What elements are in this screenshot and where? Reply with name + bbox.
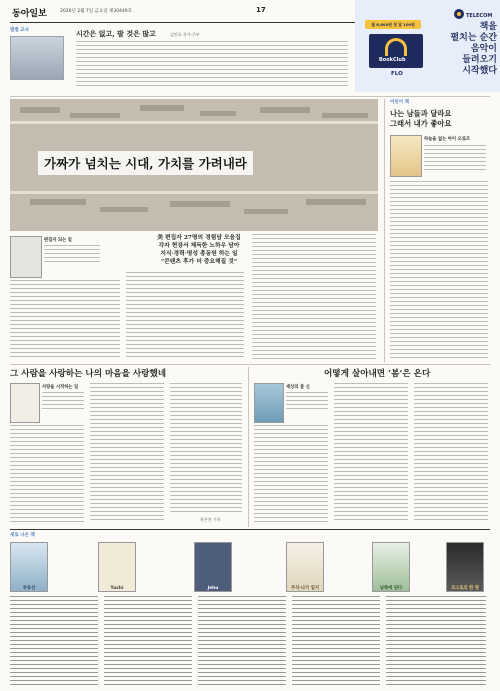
bottom-left-book-cover	[10, 383, 40, 423]
top-column-title: 시간은 없고, 팔 것은 많고	[76, 29, 156, 38]
telecom-logo	[453, 6, 493, 20]
sidebar-divider	[384, 99, 385, 362]
bottom-left-col-1	[10, 425, 84, 523]
ad-line-4: 들려오기	[462, 55, 497, 65]
new-book-cover-2[interactable]	[98, 542, 136, 592]
telecom-logo-icon	[453, 7, 493, 21]
bottom-left-headline: 그 사람을 사랑하는 나의 마음을 사랑했네	[10, 369, 167, 379]
bottom-right-book-title: 세상의 봄 신	[286, 385, 310, 390]
divider-3	[10, 529, 490, 530]
top-column-tag: 별별 교사	[10, 28, 29, 33]
page-number: 17	[256, 6, 266, 14]
bottom-left-col-3	[170, 383, 242, 513]
new-book-title-3: Jehu	[207, 586, 219, 591]
divider-2	[10, 364, 490, 365]
bottom-right-col-2	[334, 383, 408, 523]
bottom-divider	[248, 367, 249, 527]
ad-headline	[435, 22, 497, 77]
divider-1	[10, 96, 490, 97]
sidebar-body	[390, 181, 488, 359]
sidebar-book-cover	[390, 135, 422, 177]
new-books-col-4	[292, 596, 380, 686]
bottom-left-col-2	[90, 383, 164, 523]
new-books-col-2	[104, 596, 192, 686]
sidebar-book-title: 하늘을 없는 아이 오로르	[424, 137, 470, 142]
ad-headphones-icon	[385, 38, 407, 56]
sidebar-title-line-2: 그래서 내가 좋아요	[390, 119, 452, 128]
new-book-title-5: 남쪽에 된다	[379, 586, 403, 591]
bottom-right-article	[254, 367, 490, 527]
ad-service-brand: FLO	[391, 71, 403, 77]
bottom-right-col-3	[414, 383, 488, 523]
feature-body-col-1	[10, 280, 120, 360]
ad-line-1: 책을	[479, 22, 497, 32]
new-book-title-1: 부동산	[22, 586, 36, 591]
book-club-ad[interactable]	[355, 0, 500, 92]
deck-line-3: 지식·경력·명성 총동원 하는 일	[160, 251, 238, 257]
sidebar-tag: 어린이 책	[390, 100, 409, 105]
sidebar-title	[390, 109, 451, 129]
feature-photo	[10, 99, 378, 231]
ad-service-name: BookClub	[379, 57, 406, 63]
top-column-photo	[10, 36, 64, 80]
top-column	[10, 27, 350, 95]
new-book-title-4: 주식·나가 일지	[290, 586, 320, 591]
new-book-cover-3[interactable]	[194, 542, 232, 592]
telecom-text: TELECOM	[466, 13, 493, 19]
new-book-cover-4[interactable]	[286, 542, 324, 592]
new-book-title-6: 코스토의 한 명	[451, 586, 479, 591]
new-book-cover-6[interactable]	[446, 542, 484, 592]
ad-line-3: 음악이	[470, 44, 497, 54]
new-books-col-1	[10, 596, 98, 686]
feature-book-title: 편집자 되는 일	[44, 238, 72, 243]
bottom-right-col-1	[254, 425, 328, 523]
feature-deck	[126, 234, 272, 266]
new-book-title-2: Yuchi	[110, 586, 124, 591]
ad-line-2: 펼치는 순간	[450, 33, 497, 43]
new-books-section	[10, 532, 490, 688]
feature-body-col-2	[126, 272, 244, 360]
top-column-body	[76, 41, 348, 87]
bottom-left-article	[10, 367, 242, 527]
new-book-cover-5[interactable]	[372, 542, 410, 592]
ad-book-illustration	[365, 20, 431, 80]
feature-book-info	[44, 245, 100, 265]
deck-line-4: “콘텐츠 후가 더 중요해질 것”	[160, 259, 238, 265]
new-book-cover-1[interactable]	[10, 542, 48, 592]
top-column-byline: 김민호 작가·주부	[170, 32, 200, 37]
deck-line-2: 각자 현장서 체득한 노하우 담아	[158, 243, 240, 249]
bottom-left-book-title: 사랑을 시작하는 일	[42, 385, 79, 390]
feature-article	[10, 234, 378, 362]
feature-body-col-3	[252, 234, 376, 360]
newspaper-name: 동아일보	[12, 9, 47, 19]
feature-headline: 가짜가 넘치는 시대, 가치를 가려내라	[38, 151, 253, 175]
bottom-left-book-info	[42, 392, 84, 410]
new-books-col-5	[386, 596, 486, 686]
children-book-sidebar	[390, 99, 490, 362]
ad-promo-badge: 월 6,600원 첫 달 100원	[365, 20, 421, 29]
bottom-left-byline: 차은홍 기자	[200, 517, 221, 522]
deck-line-1: 美 편집자 27명의 경험담 모음집	[157, 235, 241, 241]
issue-date: 2020년 2월 7일 금요일 제30449호	[60, 9, 132, 14]
bottom-right-book-info	[286, 392, 328, 410]
new-books-col-3	[198, 596, 286, 686]
bottom-right-book-cover	[254, 383, 284, 423]
ad-line-5: 시작했다	[462, 66, 497, 76]
sidebar-title-line-1: 나는 남들과 달라요	[390, 109, 452, 118]
sidebar-book-info	[424, 145, 486, 171]
bottom-right-headline: 어떻게 살아내면 ‘봄’은 온다	[324, 369, 431, 379]
new-books-tag: 새로 나온 책	[10, 533, 35, 538]
feature-book-cover	[10, 236, 42, 278]
